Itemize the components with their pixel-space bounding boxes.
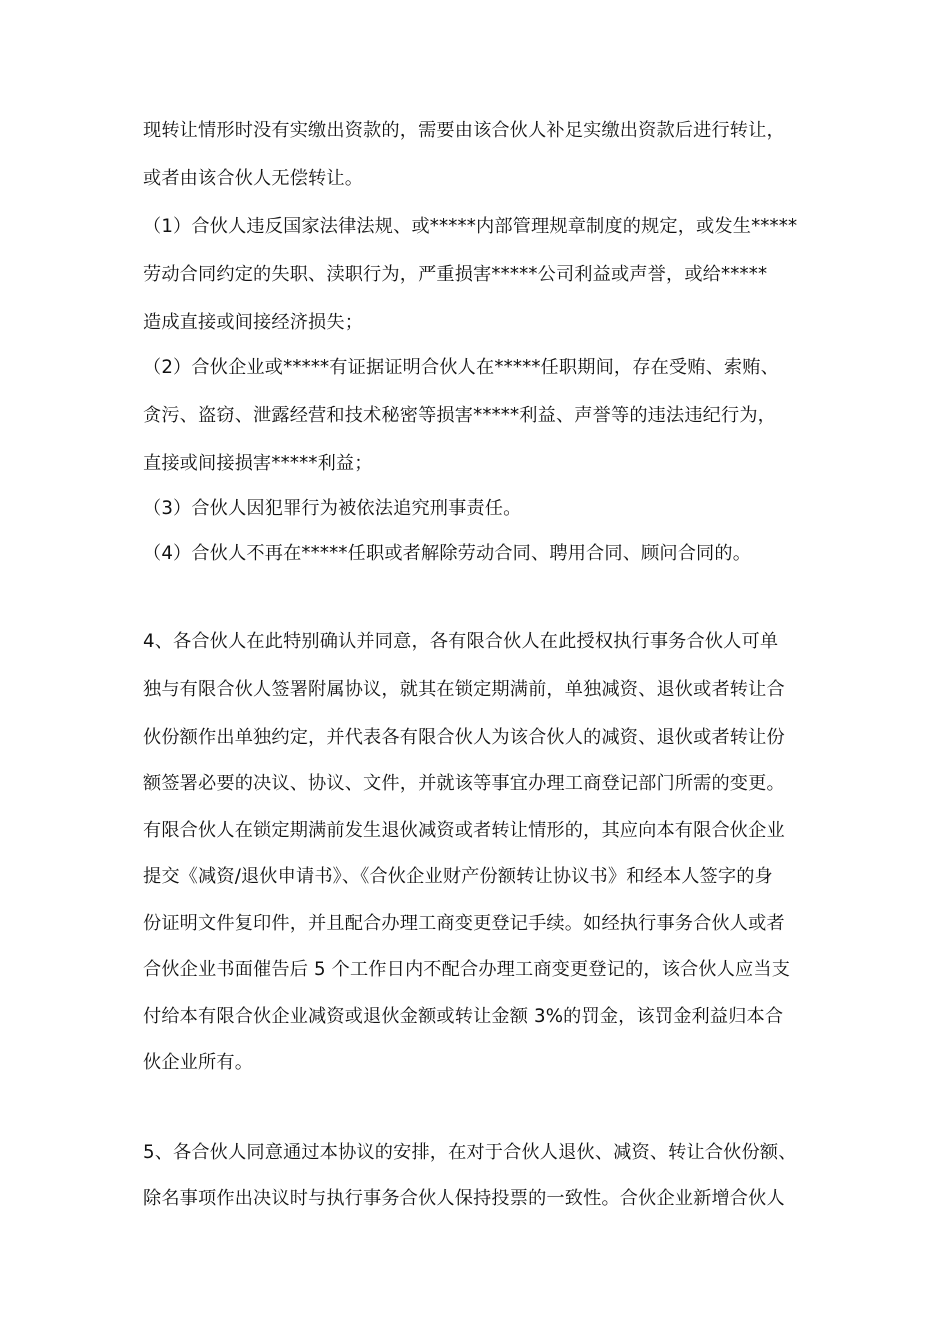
text-line: （1）合伙人违反国家法律法规、或*****内部管理规章制度的规定，或发生***** <box>143 216 798 237</box>
text-line: 份证明文件复印件，并且配合办理工商变更登记手续。如经执行事务合伙人或者 <box>143 913 785 934</box>
text-line: （4）合伙人不再在*****任职或者解除劳动合同、聘用合同、顾问合同的。 <box>143 543 752 564</box>
text-line: 5、各合伙人同意通过本协议的安排，在对于合伙人退伙、减资、转让合伙份额、 <box>143 1142 797 1163</box>
text-line: 除名事项作出决议时与执行事务合伙人保持投票的一致性。合伙企业新增合伙人 <box>143 1188 785 1209</box>
text-line: （3）合伙人因犯罪行为被依法追究刑事责任。 <box>143 498 522 519</box>
text-line: 4、各合伙人在此特别确认并同意，各有限合伙人在此授权执行事务合伙人可单 <box>143 631 779 652</box>
text-line: 现转让情形时没有实缴出资款的，需要由该合伙人补足实缴出资款后进行转让， <box>143 120 785 141</box>
text-line: 合伙企业书面催告后 5 个工作日内不配合办理工商变更登记的，该合伙人应当支 <box>143 959 791 980</box>
text-line: 独与有限合伙人签署附属协议，就其在锁定期满前，单独减资、退伙或者转让合 <box>143 679 785 700</box>
text-line: 造成直接或间接经济损失； <box>143 312 364 333</box>
text-line: （2）合伙企业或*****有证据证明合伙人在*****任职期间，存在受贿、索贿、 <box>143 357 779 378</box>
text-line: 付给本有限合伙企业减资或退伙金额或转让金额 3%的罚金，该罚金利益归本合 <box>143 1006 784 1027</box>
text-line: 劳动合同约定的失职、渎职行为，严重损害*****公司利益或声誉，或给***** <box>143 264 768 285</box>
text-line: 直接或间接损害*****利益； <box>143 453 373 474</box>
text-line: 贪污、盗窃、泄露经营和技术秘密等损害*****利益、声誉等的违法违纪行为， <box>143 405 777 426</box>
text-line: 额签署必要的决议、协议、文件，并就该等事宜办理工商登记部门所需的变更。 <box>143 773 785 794</box>
text-line: 伙企业所有。 <box>143 1052 254 1073</box>
text-line: 或者由该合伙人无偿转让。 <box>143 168 364 189</box>
text-line: 伙份额作出单独约定，并代表各有限合伙人为该合伙人的减资、退伙或者转让份 <box>143 727 785 748</box>
text-line: 有限合伙人在锁定期满前发生退伙减资或者转让情形的，其应向本有限合伙企业 <box>143 820 785 841</box>
text-line: 提交《减资/退伙申请书》、《合伙企业财产份额转让协议书》和经本人签字的身 <box>143 866 773 887</box>
